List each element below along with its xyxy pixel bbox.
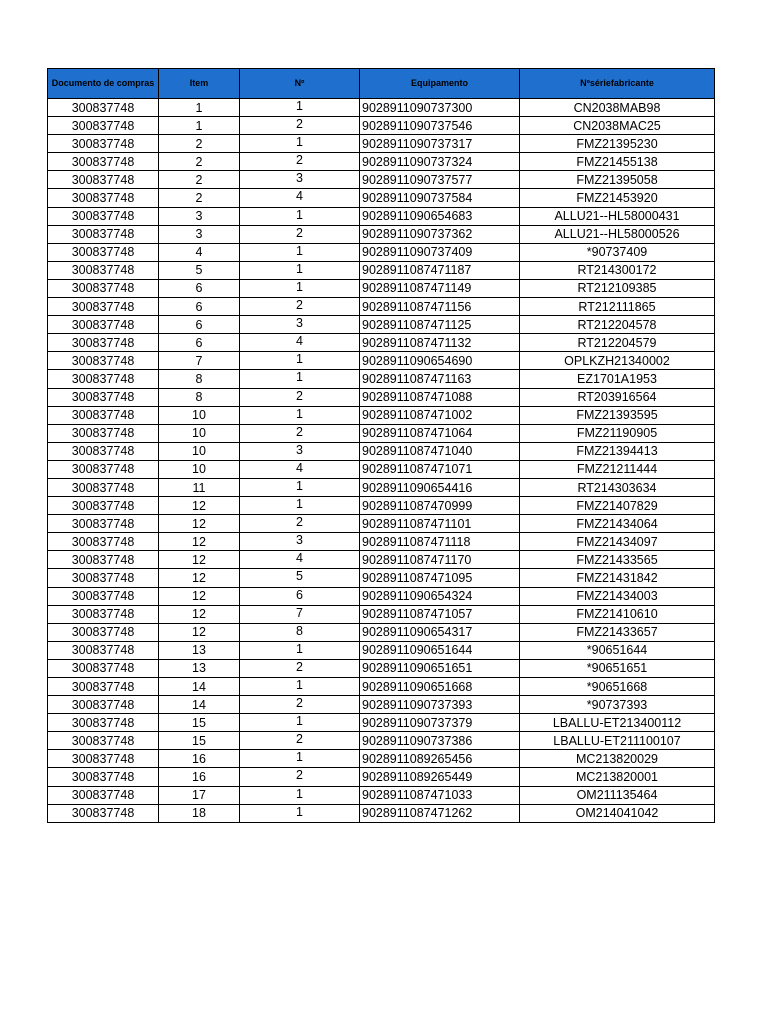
cell-numero: 1 (240, 478, 360, 496)
cell-documento-de-compras: 300837748 (48, 587, 159, 605)
cell-serie-fabricante: RT212204579 (520, 334, 715, 352)
cell-numero: 1 (240, 786, 360, 804)
cell-item: 15 (159, 714, 240, 732)
cell-equipamento: 9028911087471262 (360, 804, 520, 822)
cell-numero: 1 (240, 135, 360, 153)
cell-numero: 2 (240, 424, 360, 442)
cell-equipamento: 9028911087471118 (360, 533, 520, 551)
cell-documento-de-compras: 300837748 (48, 732, 159, 750)
table-row (48, 99, 715, 117)
cell-item: 10 (159, 442, 240, 460)
table-row (48, 478, 715, 496)
cell-item: 13 (159, 641, 240, 659)
cell-item: 10 (159, 424, 240, 442)
cell-documento-de-compras: 300837748 (48, 352, 159, 370)
cell-numero: 1 (240, 243, 360, 261)
table-row (48, 352, 715, 370)
equipment-serial-table (47, 68, 715, 823)
cell-equipamento: 9028911090737317 (360, 135, 520, 153)
cell-documento-de-compras: 300837748 (48, 605, 159, 623)
table-row (48, 388, 715, 406)
cell-numero: 2 (240, 225, 360, 243)
cell-serie-fabricante: FMZ21393595 (520, 406, 715, 424)
cell-item: 3 (159, 207, 240, 225)
table-row (48, 442, 715, 460)
cell-serie-fabricante: RT214303634 (520, 478, 715, 496)
cell-documento-de-compras: 300837748 (48, 460, 159, 478)
table-row (48, 135, 715, 153)
cell-item: 12 (159, 623, 240, 641)
cell-item: 3 (159, 225, 240, 243)
cell-item: 12 (159, 587, 240, 605)
table-row (48, 569, 715, 587)
cell-serie-fabricante: CN2038MAB98 (520, 99, 715, 117)
cell-item: 12 (159, 515, 240, 533)
cell-numero: 8 (240, 623, 360, 641)
cell-serie-fabricante: FMZ21434064 (520, 515, 715, 533)
cell-equipamento: 9028911090651651 (360, 659, 520, 677)
cell-serie-fabricante: FMZ21455138 (520, 153, 715, 171)
cell-documento-de-compras: 300837748 (48, 279, 159, 297)
cell-documento-de-compras: 300837748 (48, 189, 159, 207)
cell-numero: 2 (240, 696, 360, 714)
cell-numero: 2 (240, 153, 360, 171)
cell-documento-de-compras: 300837748 (48, 135, 159, 153)
header-row (48, 69, 715, 99)
cell-documento-de-compras: 300837748 (48, 316, 159, 334)
cell-numero: 1 (240, 678, 360, 696)
cell-equipamento: 9028911090654416 (360, 478, 520, 496)
cell-equipamento: 9028911089265456 (360, 750, 520, 768)
header-numero: Nº (240, 69, 360, 99)
cell-serie-fabricante: FMZ21453920 (520, 189, 715, 207)
cell-serie-fabricante: *90737409 (520, 243, 715, 261)
cell-serie-fabricante: RT212109385 (520, 279, 715, 297)
cell-numero: 3 (240, 316, 360, 334)
cell-equipamento: 9028911087471156 (360, 298, 520, 316)
table-row (48, 533, 715, 551)
cell-documento-de-compras: 300837748 (48, 99, 159, 117)
table-row (48, 659, 715, 677)
table-row (48, 298, 715, 316)
table-row (48, 279, 715, 297)
cell-documento-de-compras: 300837748 (48, 388, 159, 406)
cell-serie-fabricante: RT203916564 (520, 388, 715, 406)
cell-serie-fabricante: FMZ21211444 (520, 460, 715, 478)
cell-numero: 1 (240, 261, 360, 279)
cell-documento-de-compras: 300837748 (48, 623, 159, 641)
cell-serie-fabricante: FMZ21190905 (520, 424, 715, 442)
cell-numero: 7 (240, 605, 360, 623)
cell-equipamento: 9028911087471125 (360, 316, 520, 334)
cell-item: 14 (159, 678, 240, 696)
table-row (48, 696, 715, 714)
cell-equipamento: 9028911090737409 (360, 243, 520, 261)
cell-documento-de-compras: 300837748 (48, 370, 159, 388)
header-documento-de-compras: Documento de compras (48, 69, 159, 99)
cell-item: 5 (159, 261, 240, 279)
cell-item: 6 (159, 334, 240, 352)
cell-equipamento: 9028911090654324 (360, 587, 520, 605)
cell-equipamento: 9028911090737393 (360, 696, 520, 714)
cell-serie-fabricante: FMZ21395230 (520, 135, 715, 153)
cell-item: 7 (159, 352, 240, 370)
cell-numero: 2 (240, 768, 360, 786)
cell-serie-fabricante: FMZ21394413 (520, 442, 715, 460)
cell-serie-fabricante: FMZ21431842 (520, 569, 715, 587)
cell-numero: 1 (240, 279, 360, 297)
cell-serie-fabricante: FMZ21433657 (520, 623, 715, 641)
cell-numero: 1 (240, 99, 360, 117)
cell-serie-fabricante: FMZ21395058 (520, 171, 715, 189)
cell-item: 8 (159, 388, 240, 406)
cell-serie-fabricante: LBALLU-ET213400112 (520, 714, 715, 732)
cell-equipamento: 9028911090737546 (360, 117, 520, 135)
cell-item: 4 (159, 243, 240, 261)
cell-equipamento: 9028911090651644 (360, 641, 520, 659)
cell-numero: 2 (240, 298, 360, 316)
table-body (48, 99, 715, 823)
cell-numero: 1 (240, 750, 360, 768)
cell-item: 17 (159, 786, 240, 804)
cell-equipamento: 9028911090654317 (360, 623, 520, 641)
cell-numero: 1 (240, 714, 360, 732)
table-row (48, 714, 715, 732)
cell-documento-de-compras: 300837748 (48, 533, 159, 551)
cell-documento-de-compras: 300837748 (48, 298, 159, 316)
cell-equipamento: 9028911090654683 (360, 207, 520, 225)
table-row (48, 243, 715, 261)
cell-numero: 4 (240, 189, 360, 207)
cell-numero: 1 (240, 207, 360, 225)
cell-numero: 1 (240, 352, 360, 370)
cell-numero: 2 (240, 388, 360, 406)
cell-numero: 2 (240, 659, 360, 677)
cell-documento-de-compras: 300837748 (48, 225, 159, 243)
cell-item: 1 (159, 99, 240, 117)
cell-documento-de-compras: 300837748 (48, 750, 159, 768)
cell-serie-fabricante: RT214300172 (520, 261, 715, 279)
cell-equipamento: 9028911090737386 (360, 732, 520, 750)
cell-numero: 1 (240, 406, 360, 424)
cell-documento-de-compras: 300837748 (48, 768, 159, 786)
cell-item: 1 (159, 117, 240, 135)
cell-equipamento: 9028911087471040 (360, 442, 520, 460)
cell-documento-de-compras: 300837748 (48, 551, 159, 569)
table-row (48, 153, 715, 171)
table-row (48, 316, 715, 334)
cell-item: 12 (159, 605, 240, 623)
cell-serie-fabricante: EZ1701A1953 (520, 370, 715, 388)
table-row (48, 370, 715, 388)
table-row (48, 334, 715, 352)
table-row (48, 460, 715, 478)
cell-serie-fabricante: ALLU21--HL58000526 (520, 225, 715, 243)
table-row (48, 406, 715, 424)
cell-item: 18 (159, 804, 240, 822)
cell-item: 6 (159, 316, 240, 334)
cell-equipamento: 9028911090737584 (360, 189, 520, 207)
cell-item: 6 (159, 279, 240, 297)
cell-serie-fabricante: *90651668 (520, 678, 715, 696)
cell-equipamento: 9028911090737300 (360, 99, 520, 117)
cell-serie-fabricante: FMZ21434097 (520, 533, 715, 551)
table-row (48, 605, 715, 623)
cell-item: 2 (159, 171, 240, 189)
cell-equipamento: 9028911087471002 (360, 406, 520, 424)
table-row (48, 623, 715, 641)
table-row (48, 225, 715, 243)
table-row (48, 261, 715, 279)
cell-documento-de-compras: 300837748 (48, 696, 159, 714)
cell-item: 16 (159, 750, 240, 768)
cell-documento-de-compras: 300837748 (48, 478, 159, 496)
cell-numero: 3 (240, 533, 360, 551)
cell-item: 13 (159, 659, 240, 677)
cell-documento-de-compras: 300837748 (48, 406, 159, 424)
cell-serie-fabricante: MC213820029 (520, 750, 715, 768)
cell-numero: 5 (240, 569, 360, 587)
cell-documento-de-compras: 300837748 (48, 334, 159, 352)
cell-item: 8 (159, 370, 240, 388)
cell-numero: 1 (240, 641, 360, 659)
cell-equipamento: 9028911090651668 (360, 678, 520, 696)
cell-equipamento: 9028911087471088 (360, 388, 520, 406)
table-row (48, 497, 715, 515)
cell-equipamento: 9028911087470999 (360, 497, 520, 515)
cell-numero: 1 (240, 497, 360, 515)
cell-serie-fabricante: OPLKZH21340002 (520, 352, 715, 370)
cell-numero: 1 (240, 370, 360, 388)
cell-item: 2 (159, 135, 240, 153)
table-row (48, 750, 715, 768)
cell-documento-de-compras: 300837748 (48, 714, 159, 732)
cell-serie-fabricante: MC213820001 (520, 768, 715, 786)
cell-serie-fabricante: *90651644 (520, 641, 715, 659)
cell-documento-de-compras: 300837748 (48, 117, 159, 135)
header-equipamento: Equipamento (360, 69, 520, 99)
cell-item: 6 (159, 298, 240, 316)
cell-serie-fabricante: *90737393 (520, 696, 715, 714)
cell-equipamento: 9028911087471071 (360, 460, 520, 478)
cell-equipamento: 9028911087471057 (360, 605, 520, 623)
cell-item: 2 (159, 189, 240, 207)
cell-equipamento: 9028911087471163 (360, 370, 520, 388)
cell-equipamento: 9028911087471170 (360, 551, 520, 569)
cell-serie-fabricante: RT212111865 (520, 298, 715, 316)
table-row (48, 732, 715, 750)
cell-serie-fabricante: ALLU21--HL58000431 (520, 207, 715, 225)
cell-documento-de-compras: 300837748 (48, 497, 159, 515)
cell-item: 10 (159, 460, 240, 478)
cell-equipamento: 9028911087471149 (360, 279, 520, 297)
table-row (48, 804, 715, 822)
table-row (48, 515, 715, 533)
table-row (48, 678, 715, 696)
table-row (48, 207, 715, 225)
cell-numero: 1 (240, 804, 360, 822)
cell-item: 10 (159, 406, 240, 424)
cell-item: 15 (159, 732, 240, 750)
cell-serie-fabricante: FMZ21407829 (520, 497, 715, 515)
cell-item: 12 (159, 569, 240, 587)
table-row (48, 117, 715, 135)
cell-documento-de-compras: 300837748 (48, 207, 159, 225)
cell-equipamento: 9028911087471187 (360, 261, 520, 279)
cell-serie-fabricante: OM211135464 (520, 786, 715, 804)
cell-documento-de-compras: 300837748 (48, 261, 159, 279)
cell-numero: 3 (240, 171, 360, 189)
cell-serie-fabricante: CN2038MAC25 (520, 117, 715, 135)
table-row (48, 424, 715, 442)
cell-documento-de-compras: 300837748 (48, 641, 159, 659)
cell-item: 12 (159, 551, 240, 569)
cell-serie-fabricante: FMZ21434003 (520, 587, 715, 605)
cell-equipamento: 9028911087471132 (360, 334, 520, 352)
cell-equipamento: 9028911087471095 (360, 569, 520, 587)
cell-serie-fabricante: LBALLU-ET211100107 (520, 732, 715, 750)
cell-equipamento: 9028911087471064 (360, 424, 520, 442)
cell-serie-fabricante: RT212204578 (520, 316, 715, 334)
cell-documento-de-compras: 300837748 (48, 515, 159, 533)
cell-numero: 2 (240, 515, 360, 533)
cell-documento-de-compras: 300837748 (48, 424, 159, 442)
cell-equipamento: 9028911089265449 (360, 768, 520, 786)
cell-equipamento: 9028911090737379 (360, 714, 520, 732)
cell-equipamento: 9028911090737362 (360, 225, 520, 243)
cell-documento-de-compras: 300837748 (48, 171, 159, 189)
cell-numero: 3 (240, 442, 360, 460)
header-item: Item (159, 69, 240, 99)
cell-documento-de-compras: 300837748 (48, 678, 159, 696)
cell-documento-de-compras: 300837748 (48, 569, 159, 587)
cell-equipamento: 9028911087471101 (360, 515, 520, 533)
table-row (48, 768, 715, 786)
cell-serie-fabricante: FMZ21410610 (520, 605, 715, 623)
cell-item: 11 (159, 478, 240, 496)
cell-equipamento: 9028911090737577 (360, 171, 520, 189)
cell-numero: 4 (240, 551, 360, 569)
table-row (48, 189, 715, 207)
table-row (48, 587, 715, 605)
cell-numero: 2 (240, 732, 360, 750)
cell-serie-fabricante: FMZ21433565 (520, 551, 715, 569)
cell-serie-fabricante: OM214041042 (520, 804, 715, 822)
cell-documento-de-compras: 300837748 (48, 243, 159, 261)
cell-item: 12 (159, 533, 240, 551)
cell-documento-de-compras: 300837748 (48, 804, 159, 822)
table-row (48, 551, 715, 569)
cell-item: 16 (159, 768, 240, 786)
cell-equipamento: 9028911087471033 (360, 786, 520, 804)
cell-numero: 2 (240, 117, 360, 135)
cell-numero: 6 (240, 587, 360, 605)
header-serie-fabricante: Nºsériefabricante (520, 69, 715, 99)
cell-documento-de-compras: 300837748 (48, 786, 159, 804)
cell-documento-de-compras: 300837748 (48, 442, 159, 460)
cell-item: 12 (159, 497, 240, 515)
table-row (48, 786, 715, 804)
cell-equipamento: 9028911090654690 (360, 352, 520, 370)
cell-equipamento: 9028911090737324 (360, 153, 520, 171)
cell-numero: 4 (240, 460, 360, 478)
cell-documento-de-compras: 300837748 (48, 659, 159, 677)
cell-numero: 4 (240, 334, 360, 352)
cell-documento-de-compras: 300837748 (48, 153, 159, 171)
table-row (48, 171, 715, 189)
cell-serie-fabricante: *90651651 (520, 659, 715, 677)
cell-item: 2 (159, 153, 240, 171)
table-row (48, 641, 715, 659)
cell-item: 14 (159, 696, 240, 714)
